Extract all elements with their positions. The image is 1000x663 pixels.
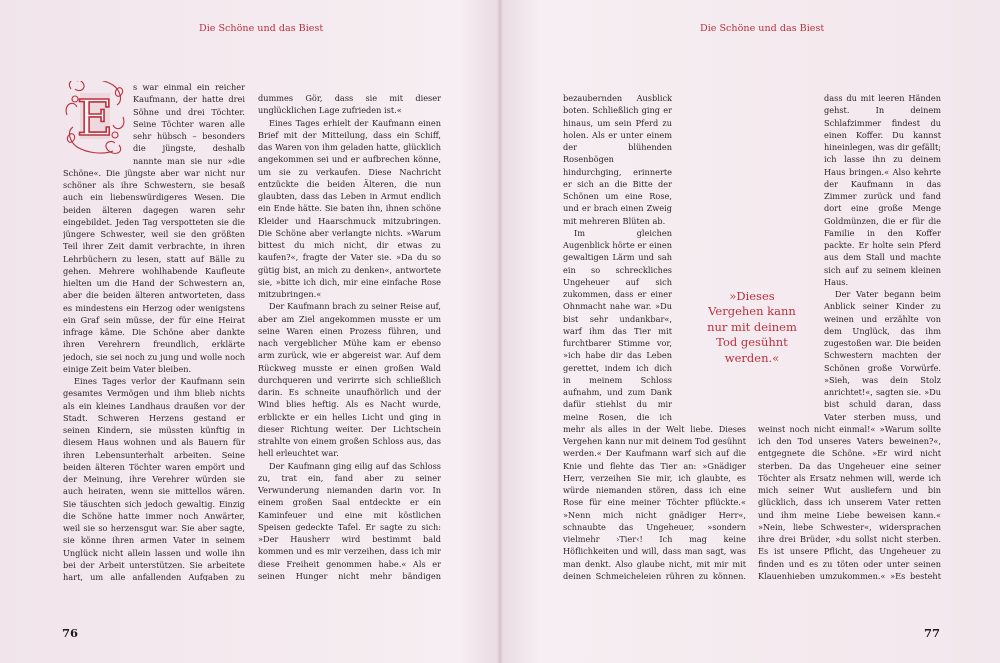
paragraph: s war einmal ein reicher Kaufmann, der hatte drei Söhne und drei Töchter. Seine Töchter waren alle sehr hübsch – besonders die jüngste, deshalb nannte man sie nur »die Schöne«. Die jüngste aber war nicht nur schöner als ihre Schwestern, sie besaß auch ein liebenswürdigeres Wesen. Die beiden älteren dagegen waren sehr eingebildet. Jeden Tag verspotteten sie die jüngere Schwester, weil sie den größten Teil ihrer Zeit damit verbrachte, in ihren Lehrbüchern zu lesen, statt auf Bälle zu gehen. Mehrere wohlhabende Kaufleute hielten um die Hand der Schwestern an, aber die beiden älteren antworteten, dass es mindestens ein Herzog oder wenigstens ein Graf sein müsse, der für eine Heirat infrage käme. Die Schöne aber dankte ihren Verehrern freundlich, erklärte jedoch, sie sei noch zu jung und wolle noch einige Zeit beim Vater bleiben. xyxy=(63,82,245,374)
paragraph: Eines Tages erhielt der Kaufmann einen Brief mit der Mitteilung, dass ein Schiff, das Waren von ihm geladen hatte, glücklich angekommen sei und er aufbrechen könne, um sie zu verkaufen. Diese Nachricht entzückte die beiden Älteren, die nun glaubten, dass das Leben in Armut endlich ein Ende hätte. Sie baten ihn, ihnen schöne Kleider und Haarschmuck mitzubringen. Die Schöne aber verlangte nichts. »Warum bittest du mich nicht, dir etwas zu kaufen?«, fragte der Vater sie. »Da du so gütig bist, an mich zu denken«, antwortete sie, »bitte ich dich, mir eine einfache Rose mitzubringen.« xyxy=(258,117,441,299)
paragraph: dummes Gör, dass sie mit dieser unglücklichen Lage zufrieden ist.« xyxy=(258,93,441,116)
left-running-header: Die Schöne und das Biest xyxy=(199,23,324,34)
left-page-number: 76 xyxy=(62,626,79,640)
paragraph: Der Vater begann beim Anblick seiner Kinder zu weinen und erzählte von dem Unglück, das ihm zugestoßen war. Die beiden Schwestern machten der Schönen große Vorwürfe. »Sieh, was dein Stolz anrichtet!«, sagten sie. »Du bist schuld daran, dass Vater sterben muss, und weinst noch nicht einmal!« »Warum sollte ich den Tod unseres Vaters beweinen?«, entgegnete die Schöne. »Er wird nicht sterben. Da das Ungeheuer eine seiner Töchter als Ersatz nehmen will, werde ich mich seiner Wut ausliefern und bin glücklich, dass ich unserem Vater retten und ihm meine Liebe beweisen kann.« »Nein, liebe Schwester«, widersprachen ihre drei Brüder, »du sollst nicht sterben. Es ist unsere Pflicht, das Ungeheuer zu finden und es zu töten oder unter seinen Klauenhieben umzukommen.« »Es besteht xyxy=(758,289,941,581)
book-gutter xyxy=(497,0,503,663)
pull-quote-line: Vergehen kann xyxy=(708,304,796,319)
right-page-number: 77 xyxy=(924,626,941,640)
paragraph: Der Kaufmann ging eilig auf das Schloss zu, trat ein, fand aber zu seiner Verwunderung niemanden darin vor. In einem großen Saal entdeckte er ein Kaminfeuer und eine mit köstlichen Speisen gedeckte Tafel. Er sagte zu sich: »Der Hausherr wird bestimmt bald kommen und es mir verzeihen, dass ich mir diese Freiheit genommen habe.« Als er seinen Hunger nicht mehr bändigen xyxy=(258,460,441,581)
pull-quote-line: Tod gesühnt xyxy=(716,335,788,350)
paragraph: Der Kaufmann brach zu seiner Reise auf, aber am Ziel angekommen musste er um seine Waren einen Prozess führen, und nach vergeblicher Mühe kam er ebenso arm zurück, wie er abgereist war. Auf dem Rückweg musste er einen großen Wald durchqueren und verirrte sich schließlich darin. Es schneite unaufhörlich und der Wind blies heftig. Als es Nacht wurde, erblickte er ein helles Licht und ging in dieser Richtung weiter. Der Lichtschein strahlte von einem großen Schloss aus, das hell erleuchtet war. xyxy=(258,301,441,459)
right-running-header: Die Schöne und das Biest xyxy=(700,23,825,34)
paragraph: bezaubernden Ausblick boten. Schließlich ging er hinaus, um sein Pferd zu holen. Als er unter einem der blühenden Rosenbögen hindurchging, erinnerte er sich an die Bitte der Schönen um eine Rose, und er brach einen Zweig mit mehreren Blüten ab. xyxy=(563,93,672,226)
drop-cap-ornament xyxy=(63,81,127,157)
paragraph: Im gleichen Augenblick hörte er einen gewaltigen Lärm und sah ein so schreckliches Ungeheuer auf sich zukommen, dass er einer Ohnmacht nahe war. »Du bist sehr undankbar«, warf ihm das Tier mit furchtbarer Stimme vor, »ich habe dir das Leben gerettet, indem ich dich in meinem Schloss aufnahm, und zum Dank dafür stiehlst du mir meine Rosen, die ich mehr als alles in der Welt liebe. Dieses Vergehen kann nur mit deinem Tod gesühnt werden.« Der Kaufmann warf sich auf die Knie und flehte das Tier an: »Gnädiger Herr, verzeihen Sie mir, ich glaubte, es würde niemanden stören, dass ich eine Rose für eine meiner Töchter pflückte.« »Nenn mich nicht gnädiger Herr«, schnaubte das Ungeheuer, »sondern vielmehr ›Tier‹! Ich mag keine Höflichkeiten und will, dass man sagt, was man denkt. Also glaube nicht, mit mir mit deinen Schmeicheleien rühren zu können. xyxy=(563,227,746,581)
paragraph: Eines Tages verlor der Kaufmann sein gesamtes Vermögen und ihm blieb nichts als ein kleines Landhaus draußen vor der Stadt. Schweren Herzens gestand er seinen Kindern, sie müssten künftig in diesem Haus wohnen und als Bauern für ihren Lebensunterhalt arbeiten. Seine beiden älteren Töchter waren empört und der Meinung, ihre Verehrer würden sie auch heiraten, wenn sie mittellos wären. Sie täuschten sich jedoch gewaltig. Einzig die Schöne hatte immer noch Anwärter, weil sie so herzensgut war. Sie aber sagte, sie könne ihren armen Vater in seinem Unglück nicht allein lassen und wolle ihn bei der Arbeit unterstützen. Sie arbeitete hart, um alle anfallenden Aufgaben zu xyxy=(63,376,245,581)
drop-cap-letter: E xyxy=(76,89,114,147)
left-page-column-2 xyxy=(258,92,441,582)
pull-quote-line: werden.« xyxy=(724,350,780,365)
paragraph: dass du mit leeren Händen gehst. In deinem Schlafzimmer findest du einen Koffer. Du kannst hineinlegen, was dir gefällt; ich lasse ihn zu deinem Haus bringen.« Also kehrte der Kaufmann in das Zimmer zurück und fand dort eine große Menge Goldmünzen, die er für die Familie in den Koffer packte. Er holte sein Pferd aus dem Stall und machte sich auf zu seinem kleinen Haus. xyxy=(824,93,941,287)
left-page-column-1 xyxy=(63,81,245,581)
pull-quote xyxy=(704,289,800,375)
pull-quote-line: nur mit deinem xyxy=(707,319,797,334)
pull-quote-line: »Dieses xyxy=(729,289,775,303)
